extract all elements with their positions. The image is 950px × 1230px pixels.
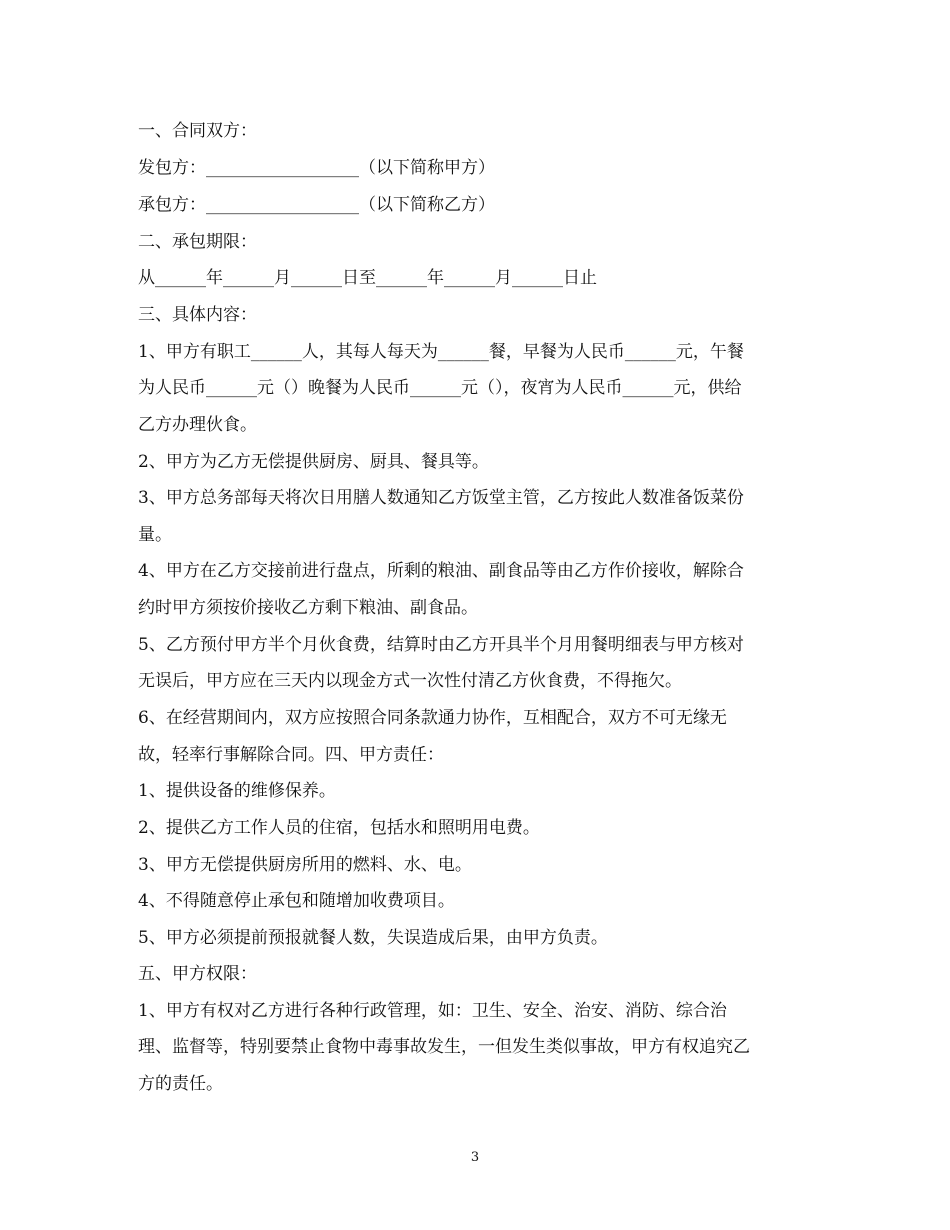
section-heading-term: 二、承包期限： (138, 232, 257, 252)
text-line: 4、不得随意停止承包和随增加收费项目。 (138, 891, 455, 911)
text-line: 3、甲方总务部每天将次日用膳人数通知乙方饭堂主管，乙方按此人数准备饭菜份 (138, 488, 744, 508)
text-line: 3、甲方无偿提供厨房所用的燃料、水、电。 (138, 855, 472, 875)
text-line: 约时甲方须按价接收乙方剩下粮油、副食品。 (138, 598, 478, 618)
text-line: 4、甲方在乙方交接前进行盘点，所剩的粮油、副食品等由乙方作价接收，解除合 (138, 561, 744, 581)
text-line: 为人民币______元（）晚餐为人民币______元（），夜宵为人民币______元，供给 (138, 378, 742, 398)
text-line: 1、甲方有职工______人，其每人每天为______餐，早餐为人民币______元，午餐 (138, 342, 744, 362)
text-line: 量。 (138, 525, 172, 545)
section-heading-rights: 五、甲方权限： (138, 964, 257, 984)
text-line: 无误后，甲方应在三天内以现金方式一次性付清乙方伙食费，不得拖欠。 (138, 671, 682, 691)
text-line: 2、甲方为乙方无偿提供厨房、厨具、餐具等。 (138, 452, 489, 472)
text-line: 理、监督等，特别要禁止食物中毒事故发生，一但发生类似事故，甲方有权追究乙 (138, 1037, 750, 1057)
text-line: 2、提供乙方工作人员的住宿，包括水和照明用电费。 (138, 818, 540, 838)
text-line: 方的责任。 (138, 1074, 223, 1094)
text-line: 1、甲方有权对乙方进行各种行政管理，如：卫生、安全、治安、消防、综合治 (138, 1001, 727, 1021)
text-line: 5、甲方必须提前预报就餐人数，失误造成后果，由甲方负责。 (138, 928, 608, 948)
section-heading-parties: 一、合同双方： (138, 121, 257, 141)
text-line: 5、乙方预付甲方半个月伙食费，结算时由乙方开具半个月用餐明细表与甲方核对 (138, 635, 744, 655)
text-line: 1、提供设备的维修保养。 (138, 781, 336, 801)
page-number: 3 (470, 1150, 480, 1165)
section-heading-content: 三、具体内容： (138, 305, 257, 325)
text-line: 乙方办理伙食。 (138, 415, 257, 435)
text-line-contractor: 承包方：__________________（以下简称乙方） (138, 195, 495, 215)
text-line: 6、在经营期间内，双方应按照合同条款通力协作，互相配合，双方不可无缘无 (138, 708, 727, 728)
text-line-term-dates: 从______年______月______日至______年______月______日止 (138, 268, 597, 288)
text-line-employer: 发包方：__________________（以下简称甲方） (138, 158, 495, 178)
text-line: 故，轻率行事解除合同。四、甲方责任： (138, 745, 444, 765)
